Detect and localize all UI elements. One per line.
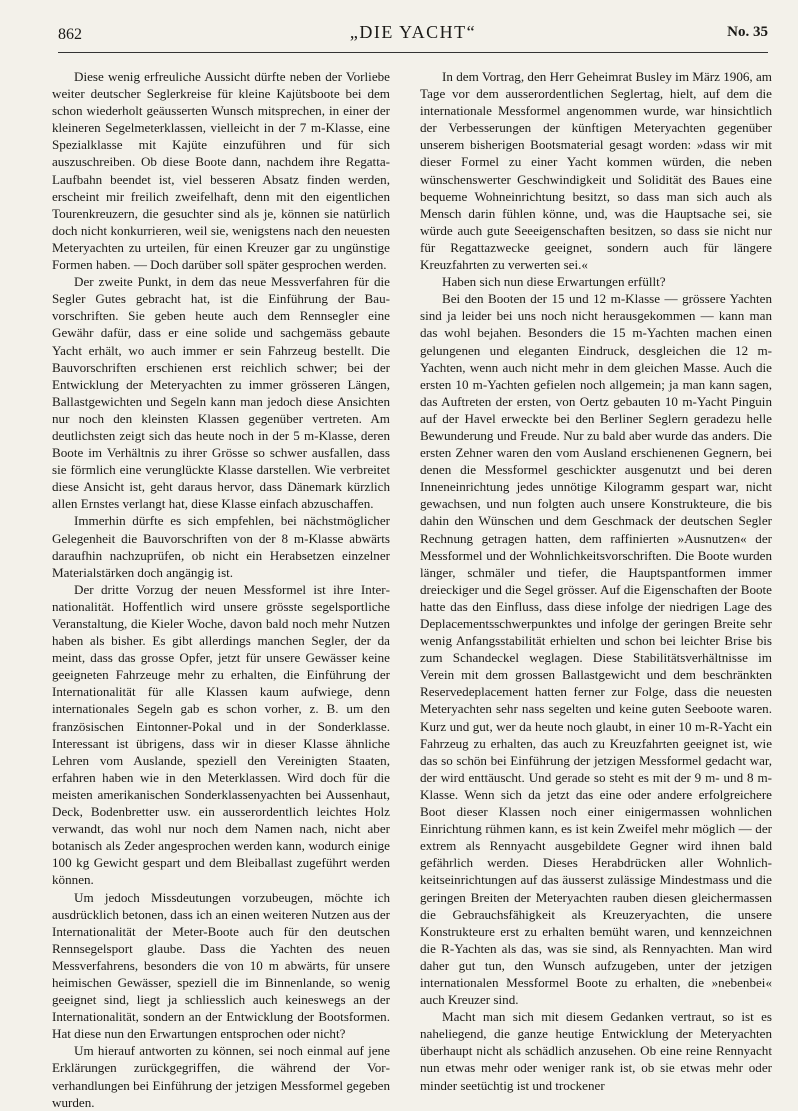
- paragraph: Haben sich nun diese Erwartungen erfüllt?: [442, 274, 666, 290]
- paragraph: In dem Vortrag, den Herr Geheimrat Busley im März 1906, am Tage vor dem ausserordentlichen Seglertag, hielt, auf dem die internationale Messformel angenommen wurde, war hinsichtlich der Verbesserungen der künftigen Meteryachten gegenüber unserem bisherigen Bootsmaterial gesagt worden: »dass wir mit dieser Formel zu einer Yacht kommen würden, die neben wünschenswerter Geschwindigkeit und Solidität des Baues eine bequeme Wohneinrichtung besitzt, so dass man sich auch als Mensch darin fühlen könne, und, was die Hauptsache sei, sie würde auch gute Seeeigenschaften besitzen, so dass sie nicht nur für Regattazwecke geeignet, sondern auch für längere Kreuzfahrten zu verwerten sei.«: [420, 69, 772, 273]
- paragraph: Diese wenig erfreuliche Aussicht dürfte neben der Vorliebe weiter deutscher Seglerkreise für kleine Kajütsboote bei dem schon wiederholt geäusserten Wunsch mitsprechen, in einer der kleineren Segelmeterklassen, vielleicht in der 7 m-Klasse, eine Spezialklasse mit Kajüte einzuführen und für sich auszuschreiben. Ob diese Boote dann, nachdem ihre Regatta-Laufbahn beendet ist, viel besseren Absatz finden werden, erscheint mir freilich zweifelhaft, denn mit den eigentlichen Tourenkreuzern, die gesuchter sind als je, können sie natürlich doch nicht konkurrieren, weil sie, wenigstens nach den neuesten Meteryachten zu urteilen, für einen Kreuzer gar zu ungünstige Formen haben. — Doch darüber soll später gesprochen werden.: [52, 69, 390, 273]
- paragraph: Macht man sich mit diesem Gedanken vertraut, so ist es naheliegend, die ganze heutige Entwicklung der Meteryachten überhaupt nicht als schädlich anzusehen. Ob eine reine Rennyacht nun etwas mehr oder weniger rank ist, ob sie etwas mehr oder minder seetüchtig ist und trockener: [420, 1009, 772, 1093]
- running-header: [58, 22, 768, 48]
- paragraph: Immerhin dürfte es sich empfehlen, bei nächstmöglicher Gelegenheit die Bauvorschriften von der 8 m-Klasse abwärts daraufhin nachzuprüfen, ob nicht ein Herabsetzen einzelner Materialstärken doch angängig ist.: [52, 513, 390, 580]
- left-column: [52, 68, 390, 1110]
- issue-number: No. 35: [727, 24, 768, 40]
- paragraph: Der dritte Vorzug der neuen Messformel ist ihre Internationalität. Hoffentlich wird unsere grösste segelsportliche Veranstaltung, die Kieler Woche, davon bald noch mehr Nutzen haben als bisher. Es gibt allerdings manchen Segler, der da meint, dass das grosse Opfer, jetzt für unsere Gewässer keine geeigneten Fahrzeuge mehr zu erhalten, die Einführung der Internationalität für alle Klassen kaum aufwiege, denn internationales Segeln gab es schon vorher, z. B. um den französischen Eintonner-Pokal und in der Sonderklasse. Interessant ist übrigens, dass wir in dieser Klasse ähnliche Lehren vom Auslande, speziell den Vereinigten Staaten, erfahren haben wie in den Meterklassen. Wird doch für die meisten amerikanischen Sonderklassenyachten bei Aussenhaut, Deck, Bodenbretter usw. ein ausserordentlich leichtes Holz verwandt, das wohl nur noch dem Namen nach, nicht aber botanisch als Zeder angesprochen werden kann, wodurch einige 100 kg Gewicht gespart und dem Bleiballast zugeführt werden können.: [52, 581, 390, 888]
- paragraph: Um jedoch Missdeutungen vorzubeugen, möchte ich ausdrücklich betonen, dass ich an einen weiteren Nutzen aus der Internationalität der Meter-Boote auch für den deutschen Rennsegelsport glaube. Dass die Yachten des neuen Messverfahrens, besonders die von 10 m abwärts, für unsere heimischen Gewässer, speziell die im Binnenlande, so wenig geeignet sind, liegt ja schliesslich auch keineswegs an der Internationalität, sondern an der Entwicklung der Bootsformen. Hat diese nun den Erwartungen entsprochen oder nicht?: [52, 889, 390, 1042]
- right-column: [420, 68, 772, 1096]
- journal-title: „DIE YACHT“: [349, 22, 477, 42]
- paragraph: Bei den Booten der 15 und 12 m-Klasse — grössere Yachten sind ja leider bei uns noch nicht herausgekommen — kann man das wohl bejahen. Besonders die 15 m-Yachten machen einen gelungenen und eleganten Eindruck, desgleichen die 12 m-Yachten, wenn auch nicht mehr in dem gleichen Masse. Auch die ersten 10 m-Yachten gefielen noch allgemein; ja man kann sagen, das Auftreten der ersten, von Oertz gebauten 10 m-Yacht Pinguin auf der Havel erweckte bei den Berliner Seglern geradezu helle Bewunderung und Freude. Nur zu bald aber wurde das anders. Die ersten Zehner waren den vom Ausland erschienenen Gegnern, bei denen die Messformel geschickter ausgenutzt und bei deren Inneneinrichtung jedes unnötige Kilogramm gespart war, nicht gewachsen, und nun folgten auch unsere Konstrukteure, die bis dahin den Wünschen und dem Geschmack der deutschen Segler Rechnung getragen hatten, dem raffinierten »Ausnutzen« der Messformel und der Wohnlichkeitsvorschriften. Die Boote wurden länger, schmäler und tiefer, die Hauptspantformen immer dreieckiger und die Segel grösser. Auf die Eigenschaften der Boote hatte das den Einfluss, dass diese infolge der niedrigen Lage des Deplacementsschwerpunktes und infolge der geringen Breite sehr wenig Anfangsstabilität erhielten und schon bei leichter Brise bis zum Schandeckel weglagen. Diese Stabilitätsverhältnisse im Verein mit dem grossen Ballastgewicht und dem beschränkten Reservedeplacement hatten ferner zur Folge, dass die neuesten Meteryachten sehr nass segelten und keine guten Seeboote waren. Kurz und gut, wer da heute noch glaubt, in einer 10 m-R-Yacht ein Fahrzeug zu erhalten, das auch zu Kreuzfahrten geeignet ist, wie das so schön bei Einführung der jetzigen Messformel gedacht war, der wird enttäuscht. Und gerade so steht es mit der 9 m- und 8 m-Klasse. Wenn sich da jetzt das eine oder andere erfolgreichere Boot dieser Klassen noch einer einigermassen wohnlichen Einrichtung rühmen kann, es ist kein Zweifel mehr möglich — der extrem als Rennyacht ausgebildete Gegner wird ihnen bald gefährlich werden. Dieses Herabdrücken aller Wohnlichkeitseinrichtungen auf das äusserst zulässige Mindestmass und die geringen Breiten der Meteryachten rauben diesen gleichermassen die Gebrauchsfähigkeit als Kreuzeryachten, die unsere Konstrukteure erst zu erhalten bemüht waren, und kennzeichnen die R-Yachten als das, was sie sind, als Rennyachten. Man wird daher gut tun, den Wunsch aufzugeben, unter der jetzigen internationalen Messformel Boote zu erhalten, die »nebenbei« auch Kreuzer sind.: [420, 291, 772, 1008]
- paragraph: Um hierauf antworten zu können, sei noch einmal auf jene Erklärungen zurückgegriffen, die während der Vorverhandlungen bei Einführung der jetzigen Messformel gegeben wurden.: [52, 1043, 390, 1110]
- page-number: 862: [58, 26, 82, 43]
- header-rule: [58, 52, 768, 53]
- paragraph: Der zweite Punkt, in dem das neue Messverfahren für die Segler Gutes gebracht hat, ist die Einführung der Bauvorschriften. Sie geben heute auch dem Rennsegler eine Gewähr dafür, dass er eine solide und sachgemäss gebaute Yacht erhält, wo auch immer er sein Fahrzeug bestellt. Die Bauvorschriften erschienen erst reichlich schwer; bei der Entwicklung der Meteryachten zu immer grösseren Längen, Ballastgewichten und Segeln kann man jedoch diese Ansichten nur noch den kleinsten Klassen gegenüber vertreten. Am deutlichsten zeigt sich das heute noch in der 5 m-Klasse, deren Boote im Verhältnis zu ihrer Grösse so schwer ausfallen, dass sie förmlich eine verunglückte Klasse darstellen. Wie verbreitet diese Ansicht ist, geht daraus hervor, dass Dänemark kürzlich allen Ernstes verlangt hat, diese Klasse einfach abzuschaffen.: [52, 274, 390, 512]
